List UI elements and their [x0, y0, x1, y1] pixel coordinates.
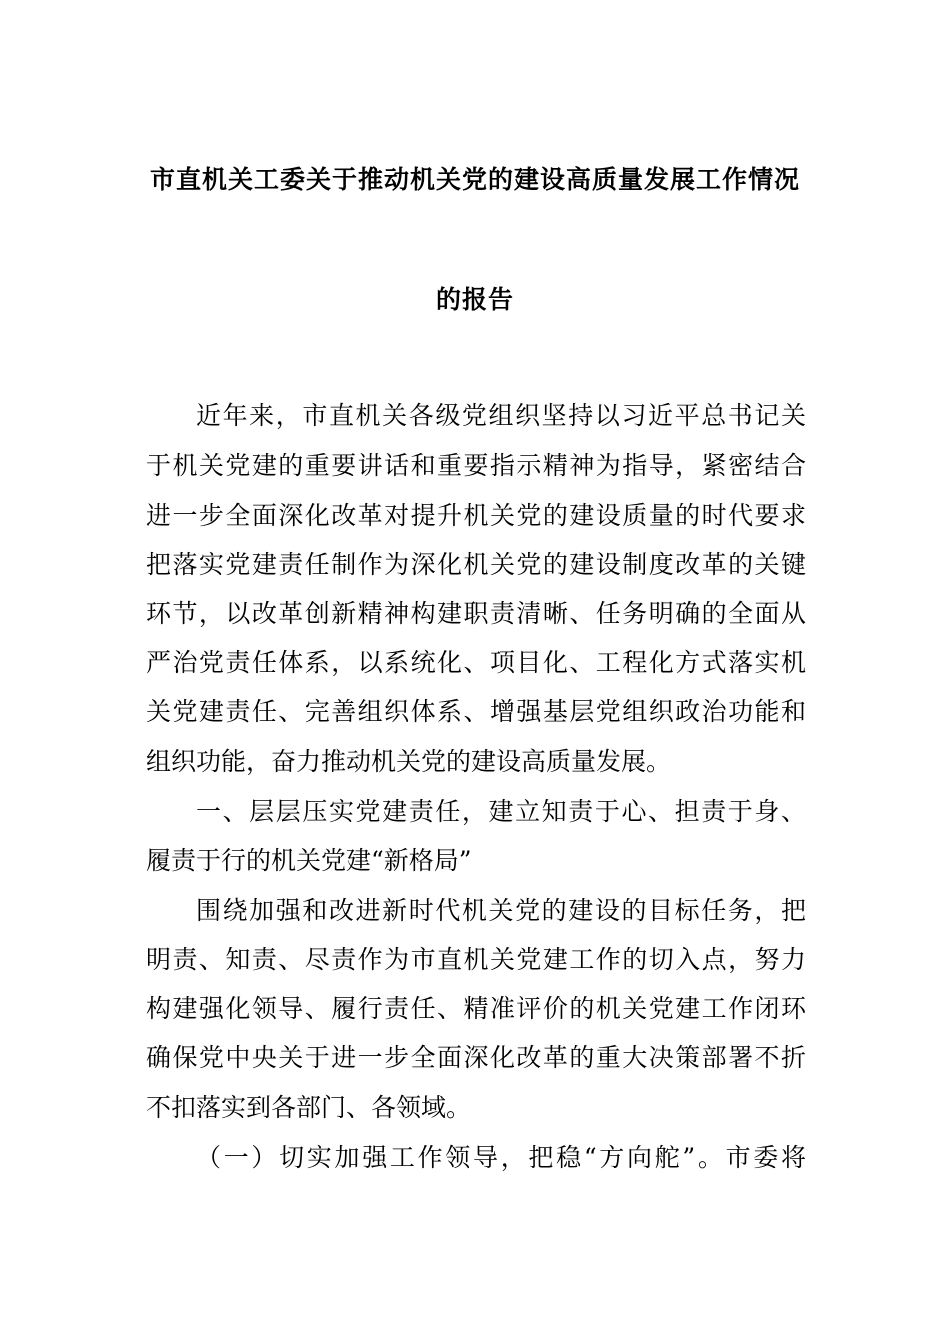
subsection-heading-line: （一）切实加强工作领导，把稳“方向舵”。市委将 [196, 1143, 806, 1172]
paragraph-line: 确保党中央关于进一步全面深化改革的重大决策部署不折 [146, 1043, 806, 1072]
document-title-line-2: 的报告 [435, 285, 514, 314]
paragraph-line: 于机关党建的重要讲话和重要指示精神为指导，紧密结合 [146, 451, 806, 480]
paragraph-line: 明责、知责、尽责作为市直机关党建工作的切入点，努力 [146, 945, 806, 974]
paragraph-line: 组织功能，奋力推动机关党的建设高质量发展。 [146, 747, 672, 776]
paragraph-line: 严治党责任体系，以系统化、项目化、工程化方式落实机 [146, 648, 806, 677]
paragraph-line: 围绕加强和改进新时代机关党的建设的目标任务，把 [196, 896, 806, 925]
paragraph-line: 构建强化领导、履行责任、精准评价的机关党建工作闭环 [146, 994, 806, 1023]
paragraph-line: 进一步全面深化改革对提升机关党的建设质量的时代要求 [146, 501, 806, 530]
paragraph-line: 关党建责任、完善组织体系、增强基层党组织政治功能和 [146, 697, 806, 726]
document-title-line-1: 市直机关工委关于推动机关党的建设高质量发展工作情况 [149, 165, 800, 194]
paragraph-line: 不扣落实到各部门、各领域。 [146, 1093, 472, 1122]
paragraph-line: 近年来，市直机关各级党组织坚持以习近平总书记关 [196, 401, 806, 430]
section-heading-line: 一、层层压实党建责任，建立知责于心、担责于身、 [196, 797, 806, 826]
paragraph-line: 环节，以改革创新精神构建职责清晰、任务明确的全面从 [146, 599, 806, 628]
section-heading-line: 履责于行的机关党建“新格局” [146, 846, 472, 875]
paragraph-line: 把落实党建责任制作为深化机关党的建设制度改革的关键 [146, 550, 806, 579]
